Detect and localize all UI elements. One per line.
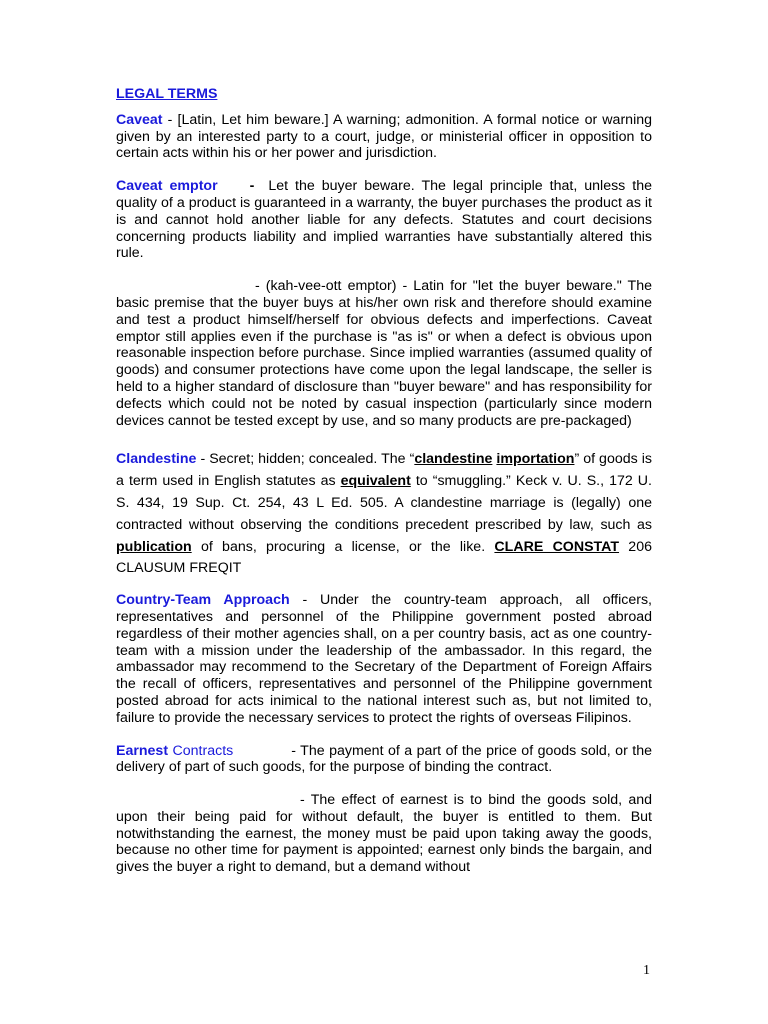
separator: - (289, 592, 320, 609)
term-caveat: Caveat (116, 111, 163, 128)
definition-text: - The effect of earnest is to bind the goods sold, and upon their being paid for without default, the buyer is entitled to them. But notwithstanding the earnest, the money must be paid upon taking away the goods, because no other time for payment is appointed; earnest only binds the bargain, and gives the buyer a right to demand, but a demand without (116, 792, 652, 876)
term-earnest: Earnest (116, 742, 169, 759)
entry-earnest (116, 743, 652, 777)
document-body (116, 86, 652, 892)
separator: - (249, 178, 255, 195)
entry-country-team (116, 592, 652, 726)
definition-text: Let the buyer beware. The legal principle that, unless the quality of a product is guaranteed in a warranty, the buyer purchases the product as it is and cannot hold another liable for any defects. Statutes and court decisions concerning products liability and implied warranties have substantially altered this rule. (116, 178, 652, 262)
link-equivalent[interactable]: equivalent (340, 473, 411, 490)
separator: - (162, 111, 178, 128)
link-publication[interactable]: publication (116, 538, 192, 555)
definition-text: of bans, procuring a license, or the like. (191, 538, 495, 555)
link-importation[interactable]: importation (496, 451, 575, 468)
term-caveat-emptor: Caveat emptor (116, 178, 218, 195)
entry-caveat (116, 112, 652, 162)
term-clandestine: Clandestine (116, 451, 197, 468)
definition-text: to “smuggling.” Keck v. U. S., 172 U. S. 434, 19 Sup. Ct. 254, 43 L Ed. 505. A clandestine marriage is (legally) one contracted without observing the conditions precedent prescribed by law, such as (116, 473, 652, 533)
entry-earnest-continued (116, 792, 652, 876)
definition-text: - (kah-vee-ott emptor) - Latin for "let the buyer beware." The basic premise that the buyer buys at his/her own risk and therefore should examine and test a product himself/herself for obvious defects and imperfections. Caveat emptor still applies even if the purchase is "as is" or when a defect is obvious upon reasonable inspection before purchase. Since implied warranties (assumed quality of goods) and consumer protections have come upon the legal landscape, the seller is held to a higher standard of disclosure than "buyer beware" and has responsibility for defects which could not be noted by casual inspection (particularly since modern devices cannot be tested except by use, and so many products are pre-packaged) (116, 278, 652, 429)
entry-caveat-emptor (116, 178, 652, 262)
page-number: 1 (643, 963, 650, 978)
link-clare-constat[interactable]: CLARE CONSTAT (494, 538, 620, 555)
term-country-team: Country-Team Approach (116, 592, 290, 609)
separator: - (196, 451, 210, 468)
definition-text: 206 CLAUSUM FREQIT (116, 538, 652, 577)
entry-caveat-emptor-continued (116, 278, 652, 429)
term-contracts: Contracts (168, 742, 234, 759)
definition-text: [Latin, Let him beware.] A warning; admonition. A formal notice or warning given by an interested party to a court, judge, or ministerial officer in opposition to certain acts within his or her power and jurisdiction. (116, 111, 652, 162)
page-title: LEGAL TERMS (116, 86, 218, 102)
definition-text: Under the country-team approach, all officers, representatives and personnel of the Philippine government posted abroad regardless of their mother agencies shall, on a per country basis, act as one country-team with a mission under the leadership of the ambassador. In this regard, the ambassador may recommend to the Secretary of the Department of Foreign Affairs the recall of officers, representatives and personnel of the Philippine government posted abroad for acts inimical to the national interest such as, but not limited to, failure to provide the necessary services to protect the rights of overseas Filipinos. (116, 592, 652, 726)
entry-clandestine (116, 449, 652, 580)
link-clandestine[interactable]: clandestine (414, 451, 493, 468)
definition-text: - The payment of a part of the price of goods sold, or the delivery of part of such goods, for the purpose of binding the contract. (116, 742, 652, 776)
definition-text: ” of goods is a term used in English statutes as (116, 451, 652, 490)
definition-text: Secret; hidden; concealed. The “ (209, 451, 415, 468)
